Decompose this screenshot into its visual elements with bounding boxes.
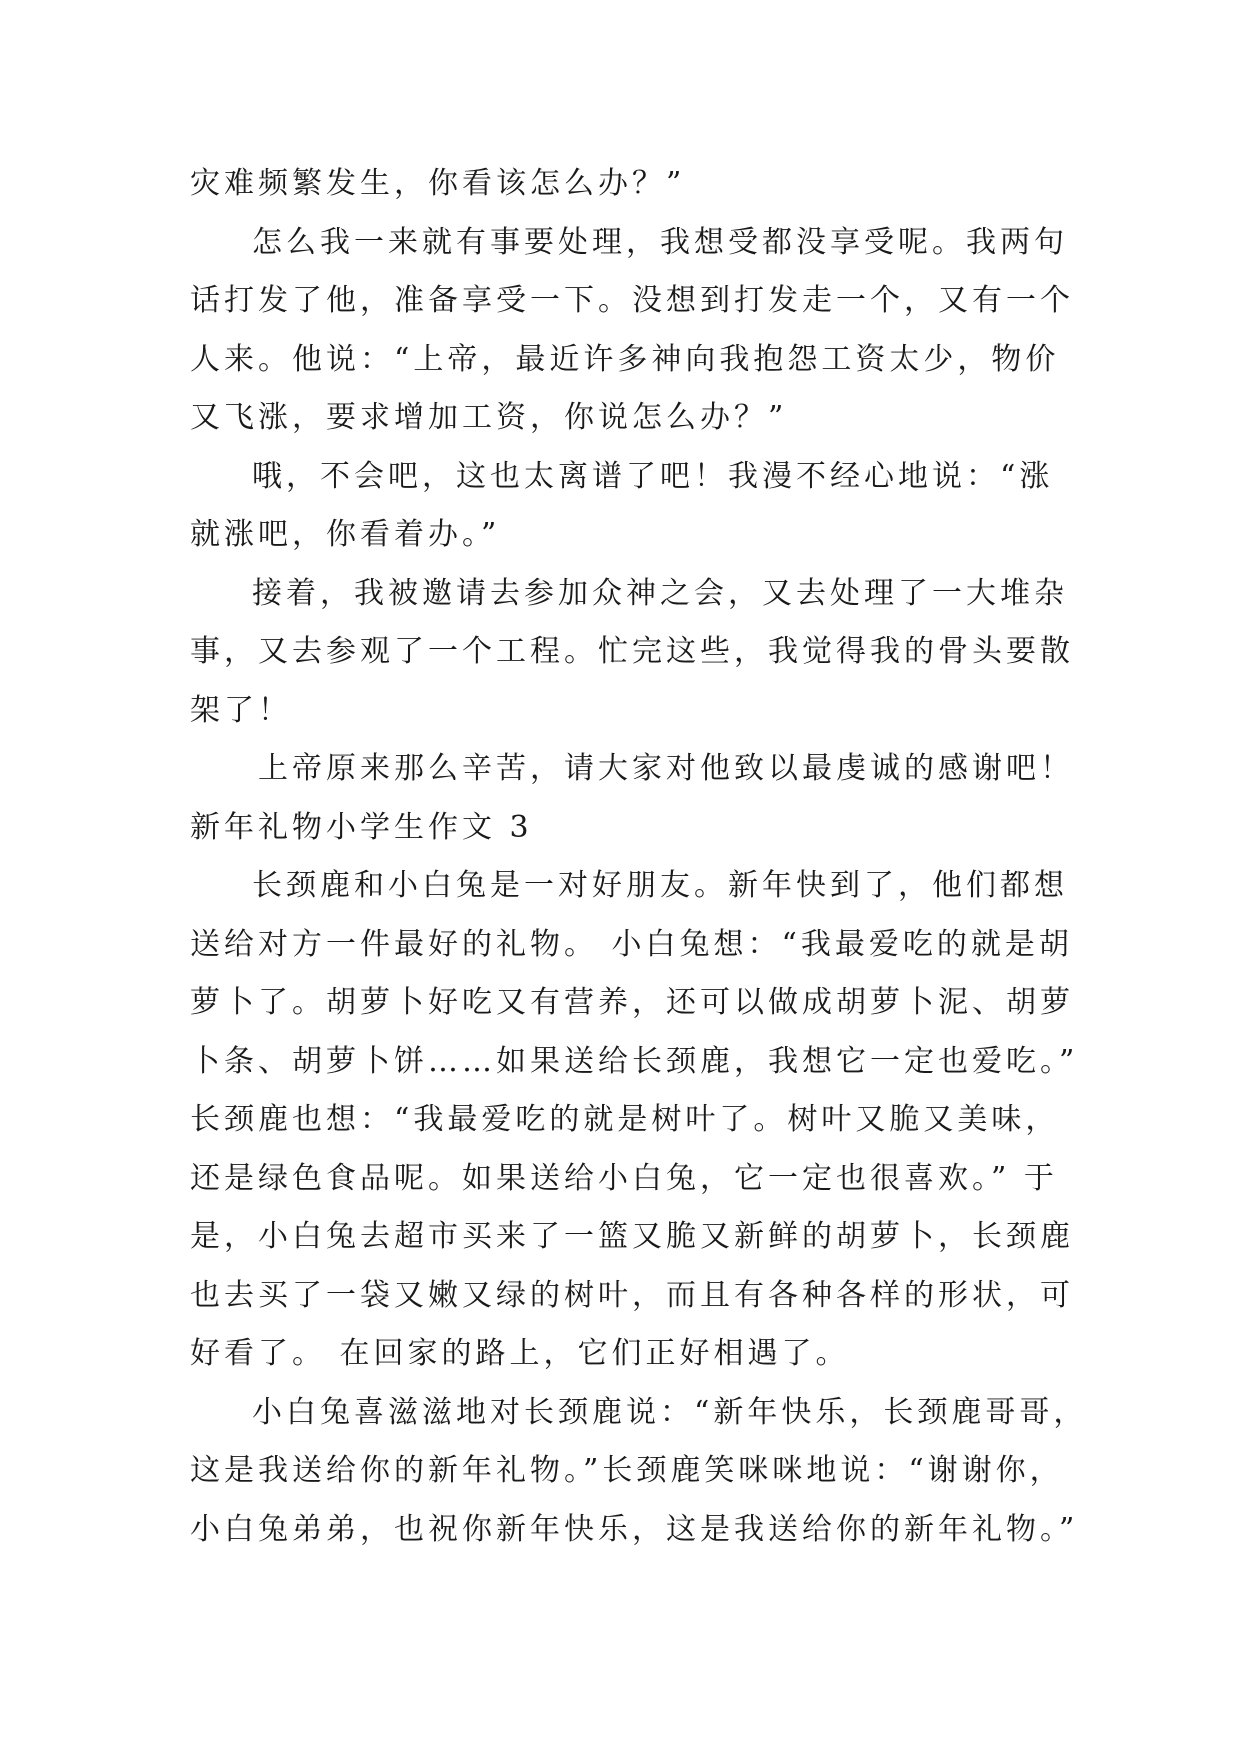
text-line: 架了！ [190, 692, 292, 728]
text-line: 还是绿色食品呢。如果送给小白兔，它一定也很喜欢。” 于 [190, 1160, 1058, 1196]
text-line: 萝卜了。胡萝卜好吃又有营养，还可以做成胡萝卜泥、胡萝 [190, 985, 1074, 1020]
text-line: 也去买了一袋又嫩又绿的树叶，而且有各种各样的形状，可 [190, 1277, 1074, 1313]
text-line: 又飞涨，要求增加工资，你说怎么办？” [190, 400, 788, 435]
section-title: 新年礼物小学生作文 3 [190, 809, 533, 845]
text-line: 长颈鹿也想：“我最爱吃的就是树叶了。树叶又脆又美味， [190, 1102, 1060, 1137]
paragraph-start-line: 小白兔喜滋滋地对长颈鹿说：“新年快乐，长颈鹿哥哥， [252, 1394, 1088, 1430]
text-line: 灾难频繁发生，你看该怎么办？” [190, 166, 686, 201]
paragraph-start-line: 怎么我一来就有事要处理，我想受都没享受呢。我两句 [252, 224, 1068, 260]
paragraph-start-line: 接着，我被邀请去参加众神之会，又去处理了一大堆杂 [252, 575, 1068, 611]
paragraph-start-line: 上帝原来那么辛苦，请大家对他致以最虔诚的感谢吧！ [258, 751, 1074, 786]
text-line: 这是我送给你的新年礼物。”长颈鹿笑咪咪地说：“谢谢你， [190, 1453, 1064, 1488]
text-line: 是，小白兔去超市买来了一篮又脆又新鲜的胡萝卜，长颈鹿 [190, 1219, 1074, 1254]
text-line: 送给对方一件最好的礼物。 小白兔想：“我最爱吃的就是胡 [190, 926, 1073, 962]
text-line: 卜条、胡萝卜饼……如果送给长颈鹿，我想它一定也爱吃。” [190, 1043, 1079, 1079]
paragraph-start-line: 长颈鹿和小白兔是一对好朋友。新年快到了，他们都想 [252, 868, 1068, 903]
essay-text [190, 155, 1088, 1559]
text-line: 小白兔弟弟，也祝你新年快乐，这是我送给你的新年礼物。” [190, 1511, 1079, 1547]
paragraph-start-line: 哦，不会吧，这也太离谱了吧！我漫不经心地说：“涨 [252, 458, 1054, 494]
text-line: 人来。他说：“上帝，最近许多神向我抱怨工资太少，物价 [190, 341, 1060, 377]
text-line: 就涨吧，你看着办。” [190, 517, 501, 552]
text-line: 好看了。 在回家的路上，它们正好相遇了。 [190, 1336, 850, 1371]
text-line: 事，又去参观了一个工程。忙完这些，我觉得我的骨头要散 [190, 634, 1074, 669]
text-line: 话打发了他，准备享受一下。没想到打发走一个，又有一个 [190, 283, 1074, 318]
